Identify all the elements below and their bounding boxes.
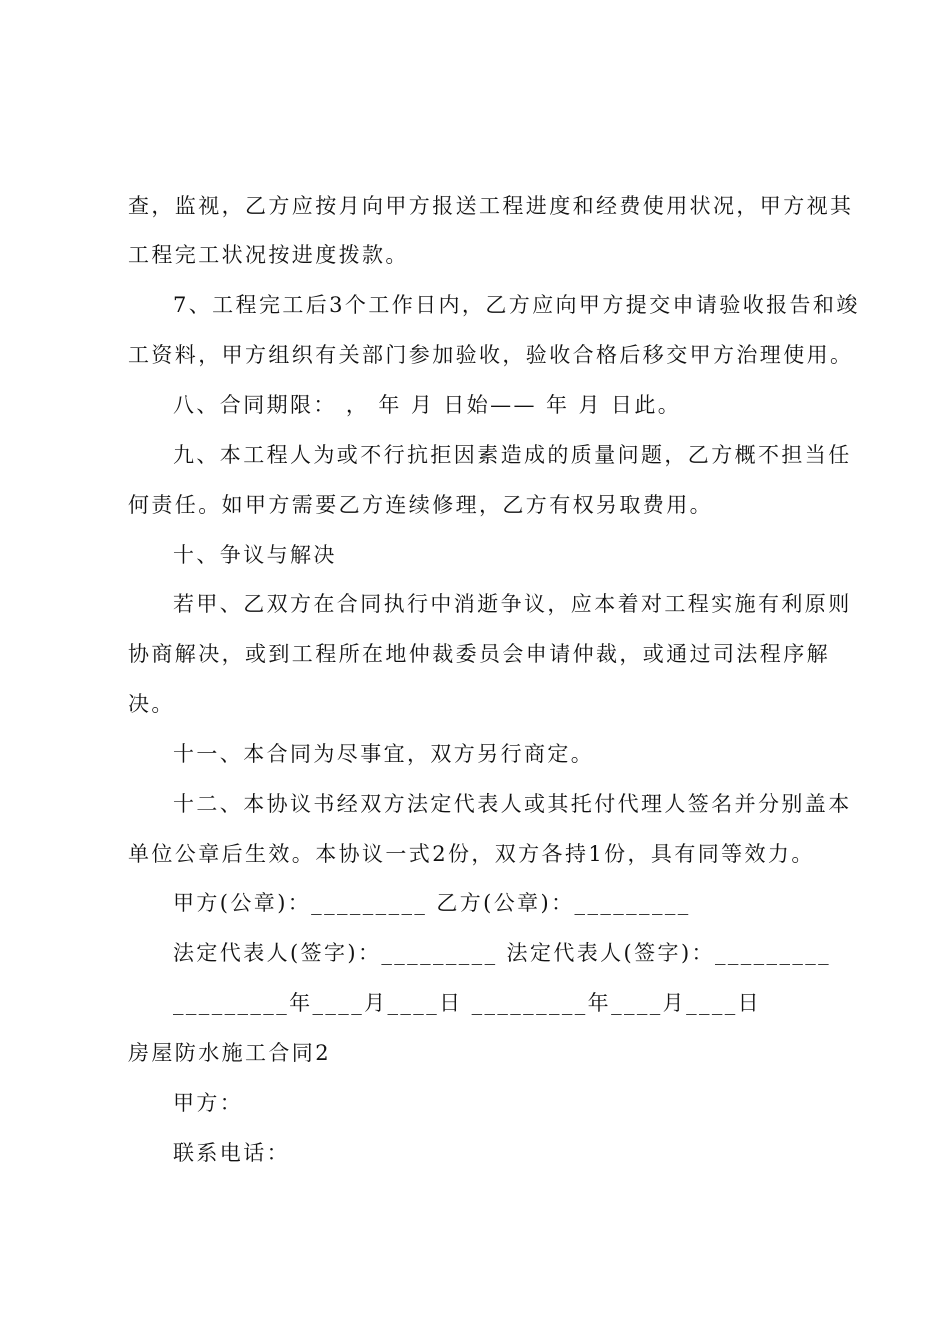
clause-7-line-2: 工资料，甲方组织有关部门参加验收，验收合格后移交甲方治理使用。 bbox=[128, 343, 854, 367]
clause-9-line-1: 九、本工程人为或不行抗拒因素造成的质量问题，乙方概不担当任 bbox=[173, 443, 852, 467]
clause-7-line-1: 7、工程完工后3个工作日内，乙方应向甲方提交申请验收报告和竣 bbox=[173, 293, 860, 317]
clause-10-heading: 十、争议与解决 bbox=[173, 543, 337, 567]
clause-11: 十一、本合同为尽事宜，双方另行商定。 bbox=[173, 742, 595, 766]
paragraph-line-2: 工程完工状况按进度拨款。 bbox=[128, 243, 409, 267]
seal-signature-line: 甲方(公章)：_________ 乙方(公章)：_________ bbox=[173, 891, 691, 915]
dispute-line-2: 协商解决，或到工程所在地仲裁委员会申请仲裁，或通过司法程序解 bbox=[128, 642, 830, 666]
contract-2-title: 房屋防水施工合同2 bbox=[128, 1041, 331, 1065]
paragraph-line-1: 查，监视，乙方应按月向甲方报送工程进度和经费使用状况，甲方视其 bbox=[128, 194, 854, 218]
party-a-label: 甲方： bbox=[173, 1091, 244, 1115]
dispute-line-1: 若甲、乙双方在合同执行中消逝争议，应本着对工程实施有利原则 bbox=[173, 592, 852, 616]
clause-12-line-1: 十二、本协议书经双方法定代表人或其托付代理人签名并分别盖本 bbox=[173, 792, 852, 816]
clause-8-contract-period: 八、合同期限： ， 年 月 日始—— 年 月 日此。 bbox=[173, 393, 682, 417]
dispute-line-3: 决。 bbox=[128, 692, 175, 716]
clause-12-line-2: 单位公章后生效。本协议一式2份，双方各持1份，具有同等效力。 bbox=[128, 842, 815, 866]
legal-representative-line: 法定代表人(签字)：_________ 法定代表人(签字)：_________ bbox=[173, 941, 832, 965]
date-line: _________年____月____日 _________年____月____日 bbox=[173, 991, 762, 1015]
contact-phone-label: 联系电话： bbox=[173, 1141, 290, 1165]
clause-9-line-2: 何责任。如甲方需要乙方连续修理，乙方有权另取费用。 bbox=[128, 493, 713, 517]
